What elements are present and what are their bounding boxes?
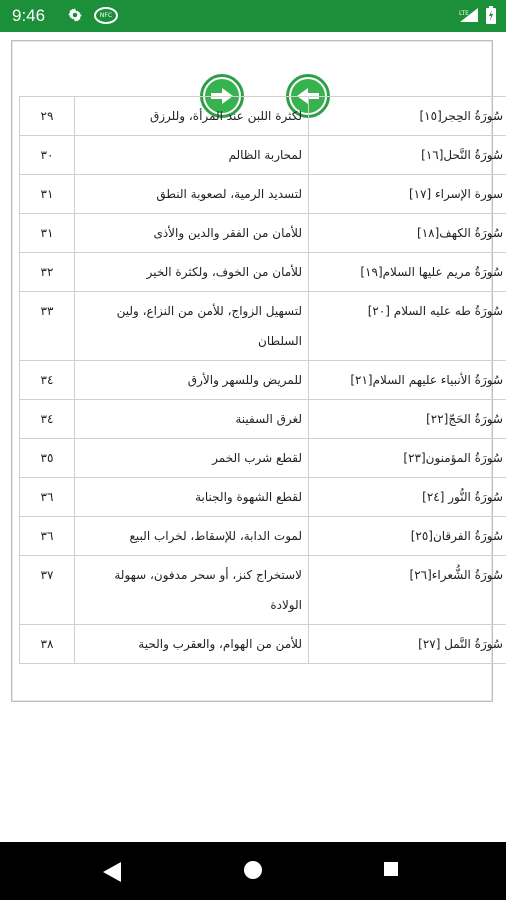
benefit-cell: لمحاربة الظالم [75,136,309,175]
surah-name-cell: سُورَةُ الفرقان[٢٥] [309,517,506,556]
benefit-cell: للمريض وللسهر والأرق [75,361,309,400]
surah-name-cell: سُورَةُ مريم عليها السلام[١٩] [309,253,506,292]
page-number-cell: ٣٤ [20,361,75,400]
nfc-icon: NFC [94,7,118,24]
table-row [20,439,506,478]
page-number-cell: ٣٧ [20,556,75,625]
surah-name-cell: سُورَةُ النَّمل [٢٧] [309,625,506,664]
table-row [20,556,506,625]
lte-label: LTE [459,10,469,17]
surah-name-cell: سورة الإسراء [١٧] [309,175,506,214]
page-number-cell: ٣٦ [20,478,75,517]
gear-icon [66,6,84,28]
surah-name-cell: سُورَةُ النَّحل[١٦] [309,136,506,175]
page-number-cell: ٣٥ [20,439,75,478]
surah-name-cell: سُورَةُ الشُّعراء[٢٦] [309,556,506,625]
status-time: 9:46 [12,6,46,25]
surah-name-cell: سُورَةُ المؤمنون[٢٣] [309,439,506,478]
benefit-cell: لموت الدابة، للإسقاط، لخراب البيع [75,517,309,556]
benefit-cell: لاستخراج كنز، أو سحر مدفون، سهولة الولادة [75,556,309,625]
table-row [20,400,506,439]
benefit-cell: لكثرة اللبن عند المرأة، وللرزق [75,97,309,136]
table-row [20,625,506,664]
page-number-cell: ٢٩ [20,97,75,136]
benefit-cell: لغرق السفينة [75,400,309,439]
surah-table [19,96,506,664]
system-nav-bar [0,842,506,900]
table-row [20,175,506,214]
battery-icon [486,6,496,28]
table-row [20,478,506,517]
surah-name-cell: سُورَةُ الأنبياء عليهم السلام[٢١] [309,361,506,400]
surah-name-cell: سُورَةُ طه عليه السلام [٢٠] [309,292,506,361]
surah-name-cell: سُورَةُ الحِجر[١٥] [309,97,506,136]
page-number-cell: ٣٠ [20,136,75,175]
surah-name-cell: سُورَةُ الكهف[١٨] [309,214,506,253]
back-nav-icon[interactable] [103,862,121,886]
surah-name-cell: سُورَةُ الحَجّ[٢٢] [309,400,506,439]
benefit-cell: لتسهيل الزواج، للأمن من النزاع، ولين السلطان [75,292,309,361]
table-row [20,136,506,175]
benefit-cell: للأمان من الخوف، ولكثرة الخير [75,253,309,292]
page-number-cell: ٣١ [20,214,75,253]
page-number-cell: ٣١ [20,175,75,214]
surah-name-cell: سُورَةُ النُّور [٢٤] [309,478,506,517]
benefit-cell: للأمان من الفقر والدين والأذى [75,214,309,253]
page-number-cell: ٣٤ [20,400,75,439]
table-row [20,214,506,253]
benefit-cell: لقطع شرب الخمر [75,439,309,478]
page-number-cell: ٣٢ [20,253,75,292]
home-nav-icon[interactable] [244,861,262,879]
table-row [20,97,506,136]
recents-nav-icon[interactable] [384,862,398,876]
status-bar [0,0,506,32]
signal-icon [458,6,480,28]
status-right-icons [458,6,496,28]
table-row [20,361,506,400]
benefit-cell: لقطع الشهوة والجنابة [75,478,309,517]
page-number-cell: ٣٣ [20,292,75,361]
table-row [20,253,506,292]
benefit-cell: للأمن من الهوام، والعقرب والحية [75,625,309,664]
page-number-cell: ٣٨ [20,625,75,664]
page-number-cell: ٣٦ [20,517,75,556]
table-row [20,292,506,361]
table-row [20,517,506,556]
benefit-cell: لتسديد الرمية، لصعوبة النطق [75,175,309,214]
